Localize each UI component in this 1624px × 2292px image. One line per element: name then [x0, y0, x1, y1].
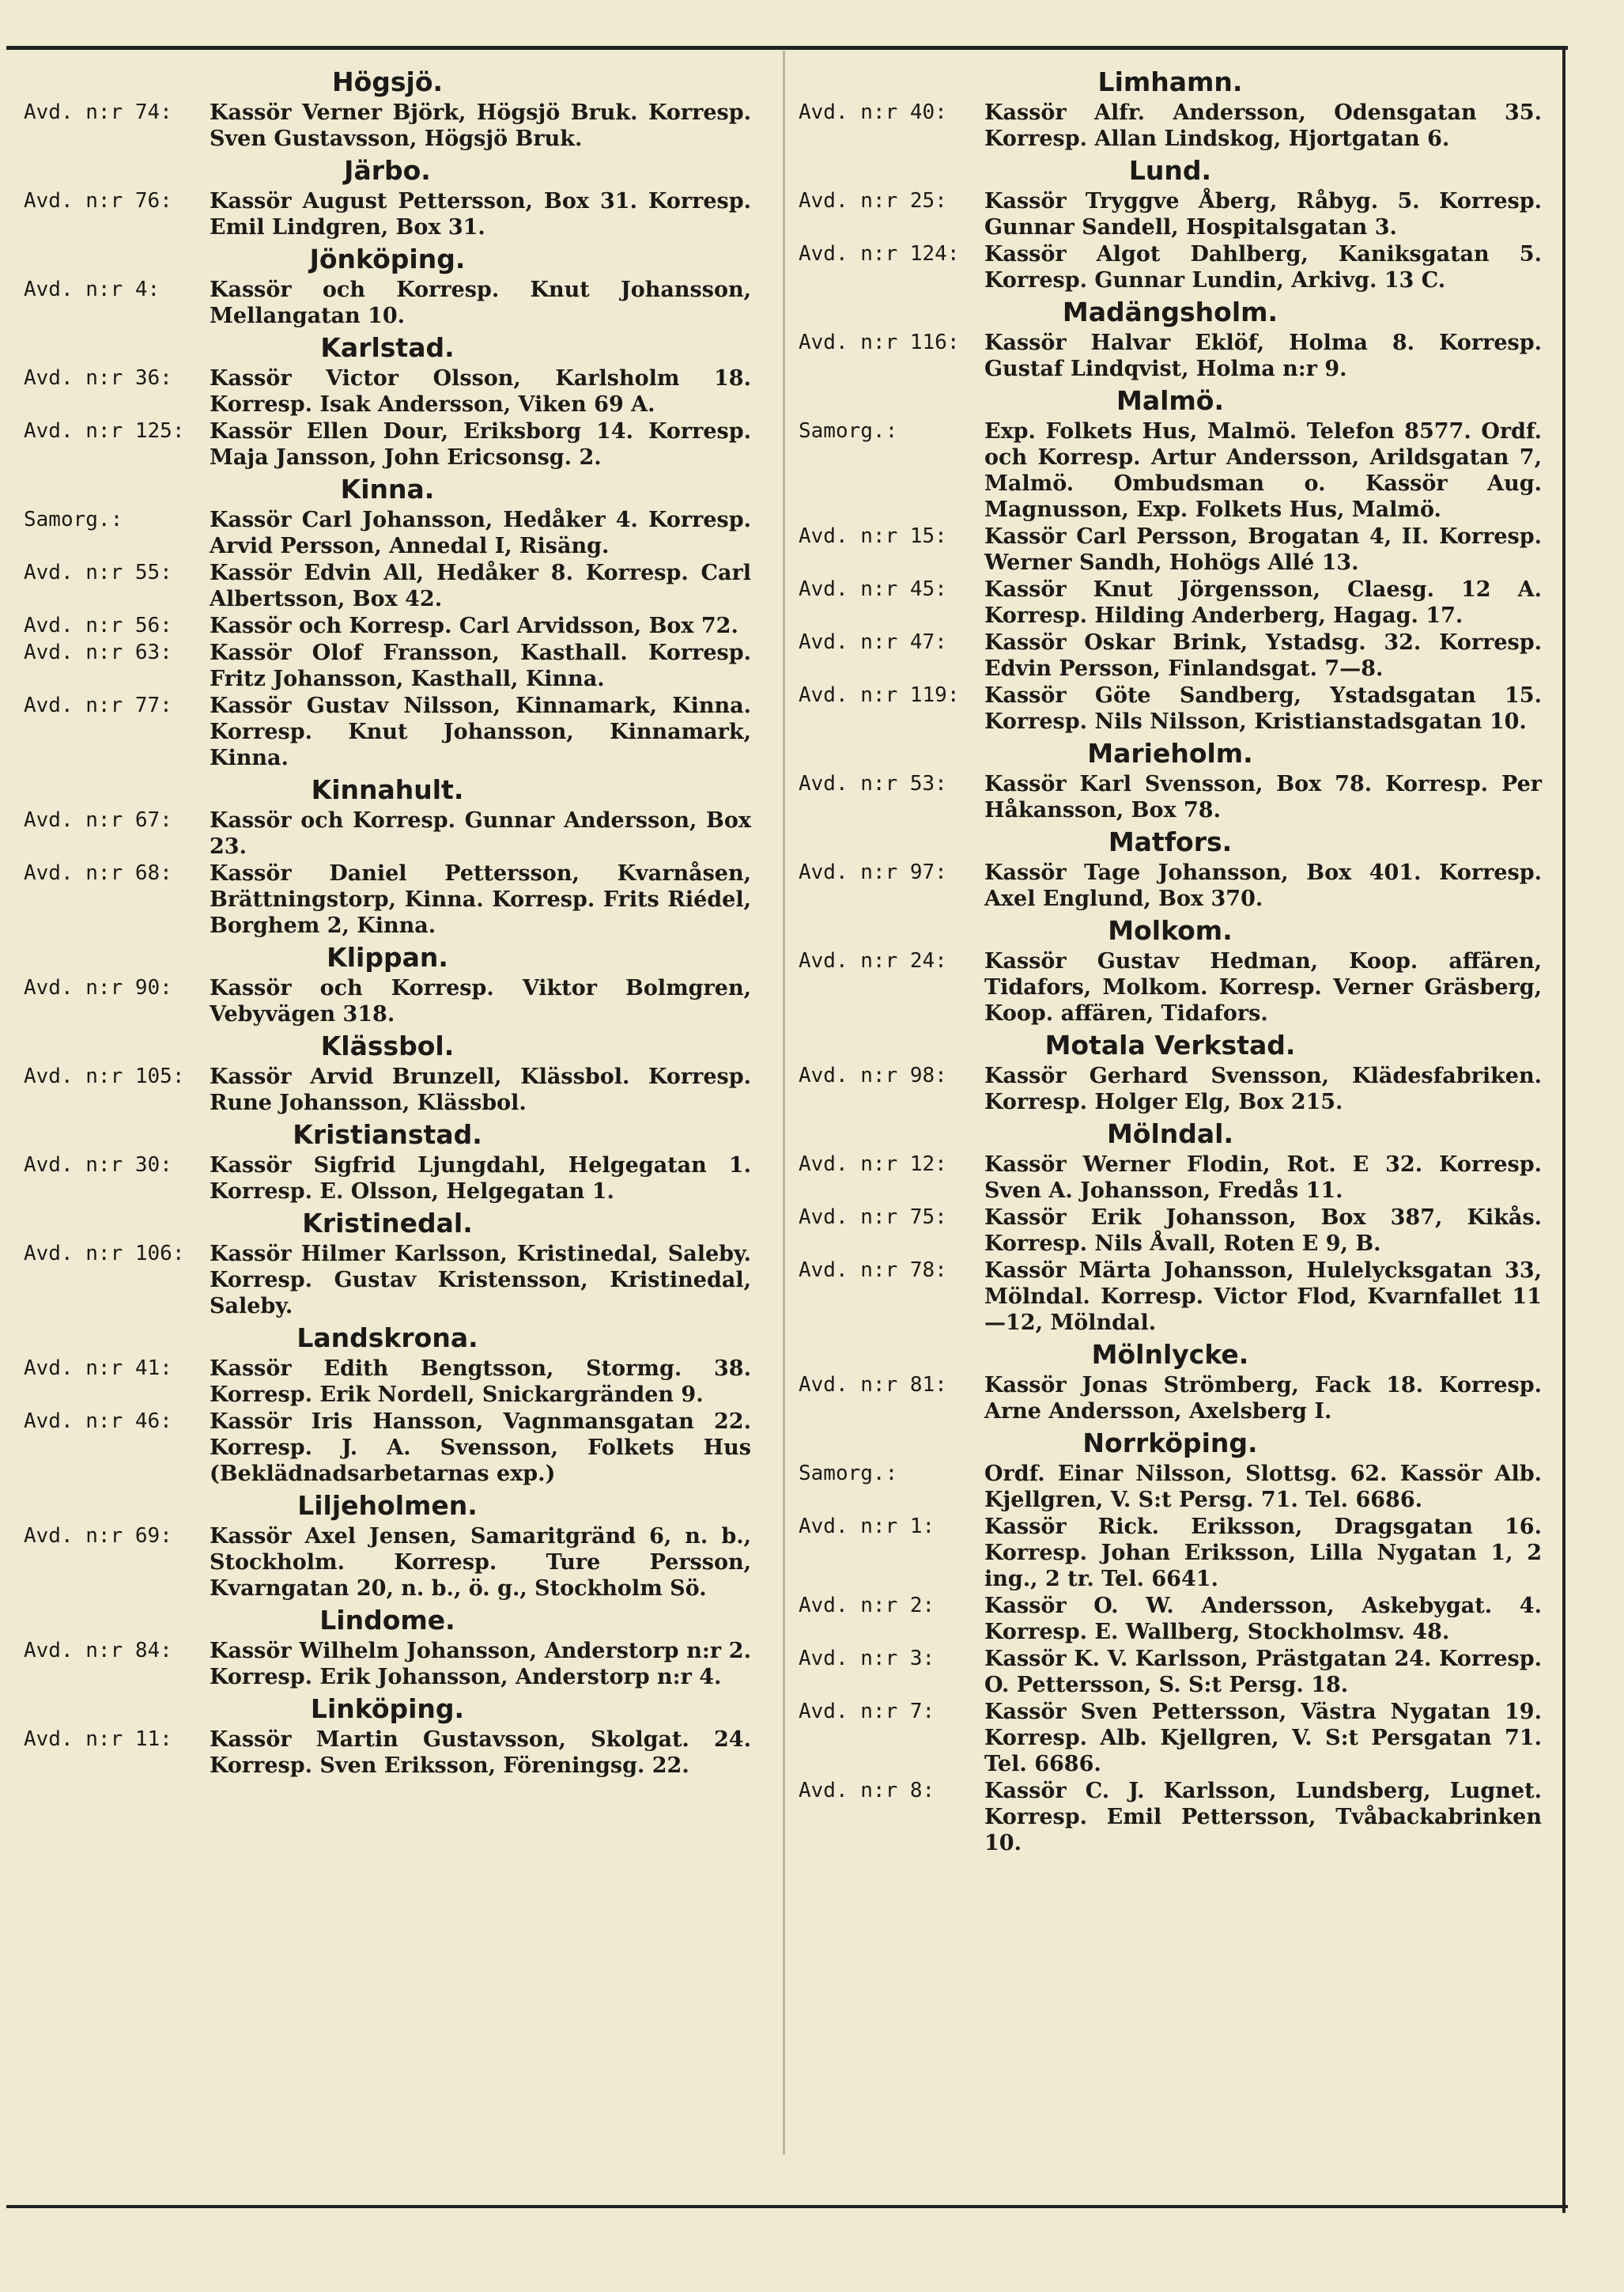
- entry-text: Kassör Karl Svensson, Box 78. Korresp. Per Håkansson, Box 78.: [984, 772, 1542, 823]
- bottom-rule: [6, 2205, 1568, 2208]
- entry-label: Avd. n:r 41:: [24, 1356, 172, 1380]
- directory-entry: [24, 613, 751, 639]
- town-section: [24, 332, 751, 471]
- entry-label: Avd. n:r 45:: [799, 577, 947, 601]
- entry-text: Kassör Sven Pettersson, Västra Nygatan 19. Korresp. Alb. Kjellgren, V. S:t Persgatan 71. Tel. 6686.: [984, 1700, 1542, 1776]
- entry-text: Kassör Knut Jörgensson, Claesg. 12 A. Korresp. Hilding Anderberg, Hagag. 17.: [984, 577, 1542, 628]
- directory-entry: [24, 277, 751, 329]
- town-heading: Limhamn.: [1097, 66, 1243, 97]
- town-heading: Kinna.: [340, 474, 435, 505]
- directory-entry: [799, 771, 1542, 823]
- entry-text: Kassör Hilmer Karlsson, Kristinedal, Saleby. Korresp. Gustav Kristensson, Kristinedal, Saleby.: [210, 1242, 751, 1318]
- entry-label: Avd. n:r 97:: [799, 860, 947, 884]
- right-rule: [1562, 46, 1565, 2213]
- entry-label: Avd. n:r 119:: [799, 683, 960, 707]
- entry-label: Avd. n:r 46:: [24, 1409, 172, 1433]
- entry-text: Kassör Märta Johansson, Hulelycksgatan 33, Mölndal. Korresp. Victor Flod, Kvarnfallet 11—12, Mölndal.: [984, 1258, 1542, 1335]
- directory-entry: [799, 1152, 1542, 1204]
- directory-entry: [24, 1727, 751, 1779]
- entry-text: Kassör Daniel Pettersson, Kvarnåsen, Brättningstorp, Kinna. Korresp. Frits Riédel, Borghem 2, Kinna.: [210, 861, 751, 938]
- town-section: [799, 915, 1542, 1027]
- entry-text: Exp. Folkets Hus, Malmö. Telefon 8577. Ordf. och Korresp. Artur Andersson, Arildsgatan 7, Malmö. Ombudsman o. Kassör Aug. Magnusson, Exp. Folkets Hus, Malmö.: [984, 419, 1542, 522]
- entry-label: Avd. n:r 77:: [24, 694, 172, 717]
- directory-entry: [24, 188, 751, 240]
- entry-text: Kassör K. V. Karlsson, Prästgatan 24. Korresp. O. Pettersson, S. S:t Persg. 18.: [984, 1647, 1542, 1697]
- entry-text: Kassör Rick. Eriksson, Dragsgatan 16. Korresp. Johan Eriksson, Lilla Nygatan 1, 2 ing., 2 tr. Tel. 6641.: [984, 1515, 1542, 1591]
- entry-label: Avd. n:r 63:: [24, 641, 172, 664]
- directory-entry: [799, 100, 1542, 152]
- entry-label: Avd. n:r 74:: [24, 100, 172, 124]
- directory-entry: [24, 100, 751, 152]
- directory-entry: [24, 1064, 751, 1116]
- directory-entry: [799, 1514, 1542, 1592]
- entry-label: Samorg.:: [24, 508, 123, 531]
- town-section: [24, 1208, 751, 1319]
- directory-entry: [799, 577, 1542, 629]
- town-heading: Molkom.: [1108, 915, 1233, 946]
- entry-label: Avd. n:r 30:: [24, 1153, 172, 1177]
- town-section: [799, 738, 1542, 823]
- directory-entry: [24, 975, 751, 1027]
- entry-label: Avd. n:r 81:: [799, 1373, 947, 1397]
- entry-label: Avd. n:r 68:: [24, 861, 172, 885]
- entry-text: Kassör Olof Fransson, Kasthall. Korresp. Fritz Johansson, Kasthall, Kinna.: [210, 641, 751, 691]
- entry-label: Avd. n:r 3:: [799, 1647, 935, 1670]
- directory-entry: [799, 1258, 1542, 1336]
- entry-label: Avd. n:r 15:: [799, 524, 947, 548]
- directory-entry: [799, 418, 1542, 523]
- town-heading: Motala Verkstad.: [1044, 1030, 1296, 1061]
- town-section: [24, 1605, 751, 1690]
- entry-text: Kassör Algot Dahlberg, Kaniksgatan 5. Korresp. Gunnar Lundin, Arkivg. 13 C.: [984, 242, 1542, 293]
- directory-entry: [799, 1372, 1542, 1424]
- directory-entry: [24, 1241, 751, 1319]
- town-section: [24, 155, 751, 240]
- town-section: [24, 942, 751, 1027]
- town-section: [24, 774, 751, 939]
- entry-text: Kassör Verner Björk, Högsjö Bruk. Korresp. Sven Gustavsson, Högsjö Bruk.: [210, 100, 751, 151]
- town-heading: Norrköping.: [1082, 1428, 1258, 1458]
- entry-text: Kassör och Korresp. Viktor Bolmgren, Vebyvägen 318.: [210, 976, 751, 1027]
- town-heading: Liljeholmen.: [297, 1490, 478, 1521]
- town-section: [799, 385, 1542, 735]
- directory-entry: [24, 640, 751, 692]
- entry-label: Avd. n:r 8:: [799, 1779, 935, 1802]
- town-section: [799, 826, 1542, 912]
- entry-text: Kassör Carl Johansson, Hedåker 4. Korresp. Arvid Persson, Annedal I, Risäng.: [210, 508, 751, 558]
- entry-text: Kassör Sigfrid Ljungdahl, Helgegatan 1. Korresp. E. Olsson, Helgegatan 1.: [210, 1153, 751, 1204]
- entry-text: Ordf. Einar Nilsson, Slottsg. 62. Kassör Alb. Kjellgren, V. S:t Persg. 71. Tel. 6686.: [984, 1462, 1542, 1512]
- directory-entry: [799, 524, 1542, 576]
- left-column: [24, 63, 751, 1780]
- entry-label: Avd. n:r 75:: [799, 1205, 947, 1229]
- entry-text: Kassör Arvid Brunzell, Klässbol. Korresp. Rune Johansson, Klässbol.: [210, 1065, 751, 1115]
- directory-entry: [799, 860, 1542, 912]
- town-heading: Mölndal.: [1106, 1118, 1234, 1149]
- town-heading: Lindome.: [319, 1605, 455, 1636]
- entry-text: Kassör Wilhelm Johansson, Anderstorp n:r 2. Korresp. Erik Johansson, Anderstorp n:r 4.: [210, 1639, 751, 1689]
- entry-label: Avd. n:r 53:: [799, 772, 947, 796]
- entry-text: Kassör Oskar Brink, Ystadsg. 32. Korresp. Edvin Persson, Finlandsgat. 7—8.: [984, 630, 1542, 681]
- entry-label: Avd. n:r 90:: [24, 976, 172, 1000]
- right-column: [799, 63, 1542, 1857]
- town-heading: Högsjö.: [331, 66, 444, 97]
- directory-entry: [799, 1461, 1542, 1513]
- town-section: [799, 155, 1542, 293]
- entry-label: Avd. n:r 24:: [799, 949, 947, 973]
- town-section: [24, 1322, 751, 1487]
- directory-entry: [24, 1638, 751, 1690]
- entry-text: Kassör Gustav Hedman, Koop. affären, Tidafors, Molkom. Korresp. Verner Gräsberg, Koop. affären, Tidafors.: [984, 949, 1542, 1026]
- directory-entry: [799, 1699, 1542, 1777]
- town-section: [24, 1119, 751, 1205]
- town-section: [799, 66, 1542, 152]
- entry-text: Kassör och Korresp. Gunnar Andersson, Box 23.: [210, 808, 751, 859]
- directory-entry: [24, 507, 751, 559]
- entry-text: Kassör C. J. Karlsson, Lundsberg, Lugnet. Korresp. Emil Pettersson, Tvåbackabrinken 10.: [984, 1779, 1542, 1855]
- directory-entry: [799, 241, 1542, 293]
- directory-entry: [799, 330, 1542, 382]
- entry-label: Avd. n:r 40:: [799, 100, 947, 124]
- entry-text: Kassör Ellen Dour, Eriksborg 14. Korresp. Maja Jansson, John Ericsonsg. 2.: [210, 419, 751, 470]
- town-section: [24, 1693, 751, 1779]
- directory-entry: [24, 418, 751, 471]
- town-section: [24, 474, 751, 771]
- column-divider: [783, 51, 785, 2154]
- entry-label: Avd. n:r 55:: [24, 561, 172, 584]
- entry-label: Avd. n:r 1:: [799, 1515, 935, 1538]
- town-heading: Landskrona.: [296, 1322, 478, 1353]
- town-section: [799, 1030, 1542, 1115]
- town-section: [799, 297, 1542, 382]
- directory-entry: [24, 1409, 751, 1487]
- town-heading: Linköping.: [310, 1693, 465, 1724]
- entry-label: Avd. n:r 124:: [799, 242, 960, 266]
- entry-text: Kassör Tage Johansson, Box 401. Korresp. Axel Englund, Box 370.: [984, 860, 1542, 911]
- entry-text: Kassör och Korresp. Knut Johansson, Mellangatan 10.: [210, 278, 751, 328]
- entry-text: Kassör Edvin All, Hedåker 8. Korresp. Carl Albertsson, Box 42.: [210, 561, 751, 611]
- directory-entry: [799, 683, 1542, 735]
- entry-label: Avd. n:r 98:: [799, 1064, 947, 1087]
- directory-entry: [799, 1778, 1542, 1856]
- town-heading: Lund.: [1128, 155, 1212, 186]
- directory-entry: [799, 1205, 1542, 1257]
- entry-text: Kassör August Pettersson, Box 31. Korresp. Emil Lindgren, Box 31.: [210, 189, 751, 240]
- entry-text: Kassör Tryggve Åberg, Råbyg. 5. Korresp. Gunnar Sandell, Hospitalsgatan 3.: [984, 189, 1542, 240]
- town-heading: Marieholm.: [1087, 738, 1253, 769]
- town-heading: Jönköping.: [309, 244, 466, 274]
- directory-entry: [799, 188, 1542, 240]
- entry-label: Avd. n:r 76:: [24, 189, 172, 213]
- directory-entry: [24, 1523, 751, 1602]
- directory-entry: [799, 1593, 1542, 1645]
- entry-text: Kassör Iris Hansson, Vagnmansgatan 22. Korresp. J. A. Svensson, Folkets Hus (Beklädnadsarbetarnas exp.): [210, 1409, 751, 1486]
- town-heading: Järbo.: [344, 155, 431, 186]
- town-section: [799, 1118, 1542, 1336]
- town-heading: Klippan.: [327, 942, 448, 973]
- entry-label: Avd. n:r 36:: [24, 366, 172, 390]
- directory-entry: [24, 807, 751, 860]
- entry-label: Avd. n:r 67:: [24, 808, 172, 832]
- entry-text: Kassör Jonas Strömberg, Fack 18. Korresp. Arne Andersson, Axelsberg I.: [984, 1373, 1542, 1424]
- entry-text: Kassör Gustav Nilsson, Kinnamark, Kinna. Korresp. Knut Johansson, Kinnamark, Kinna.: [210, 694, 751, 770]
- town-section: [799, 1428, 1542, 1856]
- town-heading: Kinnahult.: [311, 774, 464, 805]
- directory-entry: [799, 948, 1542, 1027]
- entry-label: Avd. n:r 47:: [799, 630, 947, 654]
- entry-text: Kassör Werner Flodin, Rot. E 32. Korresp. Sven A. Johansson, Fredås 11.: [984, 1152, 1542, 1203]
- entry-label: Avd. n:r 4:: [24, 278, 161, 301]
- town-heading: Madängsholm.: [1062, 297, 1278, 327]
- town-section: [24, 66, 751, 152]
- entry-text: Kassör Göte Sandberg, Ystadsgatan 15. Korresp. Nils Nilsson, Kristianstadsgatan 10.: [984, 683, 1542, 734]
- directory-entry: [24, 1356, 751, 1408]
- entry-label: Samorg.:: [799, 1462, 898, 1485]
- town-heading: Mölnlycke.: [1091, 1339, 1249, 1370]
- entry-label: Avd. n:r 105:: [24, 1065, 185, 1088]
- entry-label: Avd. n:r 84:: [24, 1639, 172, 1662]
- entry-text: Kassör Alfr. Andersson, Odensgatan 35. Korresp. Allan Lindskog, Hjortgatan 6.: [984, 100, 1542, 151]
- entry-label: Avd. n:r 69:: [24, 1524, 172, 1548]
- entry-label: Avd. n:r 106:: [24, 1242, 185, 1265]
- entry-text: Kassör och Korresp. Carl Arvidsson, Box 72.: [210, 614, 738, 638]
- directory-entry: [24, 860, 751, 939]
- town-heading: Malmö.: [1116, 385, 1224, 416]
- town-heading: Matfors.: [1108, 826, 1233, 857]
- entry-text: Kassör Erik Johansson, Box 387, Kikås. Korresp. Nils Åvall, Roten E 9, B.: [984, 1205, 1542, 1256]
- directory-entry: [24, 560, 751, 612]
- entry-label: Avd. n:r 2:: [799, 1594, 935, 1617]
- entry-text: Kassör Axel Jensen, Samaritgränd 6, n. b., Stockholm. Korresp. Ture Persson, Kvarngatan 20, n. b., ö. g., Stockholm Sö.: [210, 1524, 751, 1601]
- entry-label: Avd. n:r 7:: [799, 1700, 935, 1723]
- entry-text: Kassör Edith Bengtsson, Stormg. 38. Korresp. Erik Nordell, Snickargränden 9.: [210, 1356, 751, 1407]
- entry-label: Avd. n:r 125:: [24, 419, 185, 443]
- entry-text: Kassör Martin Gustavsson, Skolgat. 24. Korresp. Sven Eriksson, Föreningsg. 22.: [210, 1727, 751, 1778]
- entry-label: Avd. n:r 11:: [24, 1727, 172, 1751]
- entry-text: Kassör Gerhard Svensson, Klädesfabriken. Korresp. Holger Elg, Box 215.: [984, 1064, 1542, 1114]
- town-heading: Karlstad.: [320, 332, 455, 363]
- directory-entry: [24, 1152, 751, 1205]
- entry-label: Samorg.:: [799, 419, 898, 443]
- town-section: [24, 244, 751, 329]
- entry-label: Avd. n:r 78:: [799, 1258, 947, 1282]
- directory-entry: [24, 693, 751, 771]
- town-section: [24, 1031, 751, 1116]
- town-section: [24, 1490, 751, 1602]
- town-heading: Klässbol.: [320, 1031, 455, 1061]
- directory-entry: [799, 1646, 1542, 1698]
- town-heading: Kristianstad.: [293, 1119, 482, 1150]
- entry-label: Avd. n:r 12:: [799, 1152, 947, 1176]
- entry-label: Avd. n:r 25:: [799, 189, 947, 213]
- directory-entry: [24, 365, 751, 418]
- directory-entry: [799, 630, 1542, 682]
- entry-text: Kassör Carl Persson, Brogatan 4, II. Korresp. Werner Sandh, Hohögs Allé 13.: [984, 524, 1542, 575]
- town-heading: Kristinedal.: [302, 1208, 473, 1239]
- directory-entry: [799, 1063, 1542, 1115]
- entry-text: Kassör Halvar Eklöf, Holma 8. Korresp. Gustaf Lindqvist, Holma n:r 9.: [984, 331, 1542, 381]
- town-section: [799, 1339, 1542, 1424]
- entry-label: Avd. n:r 56:: [24, 614, 172, 637]
- entry-text: Kassör O. W. Andersson, Askebygat. 4. Korresp. E. Wallberg, Stockholmsv. 48.: [984, 1594, 1542, 1644]
- top-rule: [6, 46, 1568, 50]
- entry-label: Avd. n:r 116:: [799, 331, 960, 354]
- entry-text: Kassör Victor Olsson, Karlsholm 18. Korresp. Isak Andersson, Viken 69 A.: [210, 366, 751, 417]
